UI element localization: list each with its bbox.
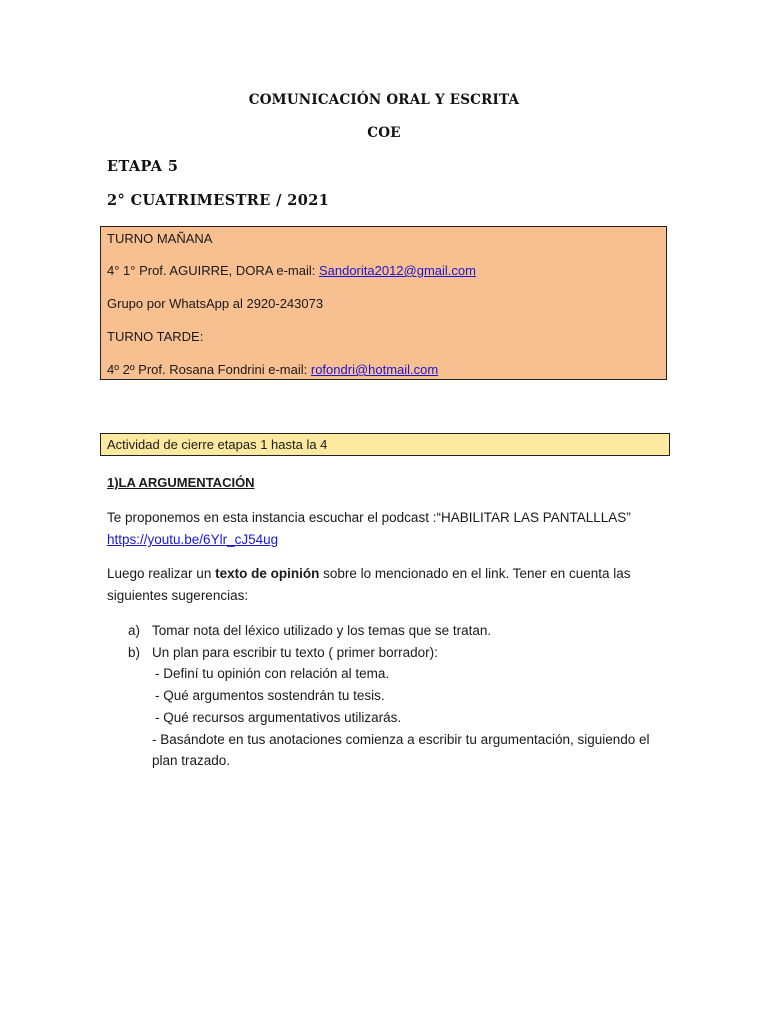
sub-item: - Basándote en tus anotaciones comienza a escribir tu argumentación, siguiendo el	[152, 732, 650, 747]
period-heading: 2° CUATRIMESTRE / 2021	[107, 192, 330, 209]
instruction-paragraph-line2: siguientes sugerencias:	[107, 588, 249, 603]
sub-item-continuation: plan trazado.	[152, 753, 231, 768]
podcast-link-line	[107, 532, 278, 547]
sub-item: - Definí tu opinión con relación al tema.	[155, 666, 390, 681]
list-item-b: Un plan para escribir tu texto ( primer borrador):	[152, 645, 438, 660]
document-title: COMUNICACIÓN ORAL Y ESCRITA	[248, 92, 520, 108]
instruction-suffix: sobre lo mencionado en el link. Tener en cuenta las	[319, 566, 631, 581]
etapa-heading: ETAPA 5	[107, 158, 179, 175]
turno-tarde-label: TURNO TARDE:	[107, 329, 204, 344]
turnos-info-box	[100, 226, 667, 380]
section-title: 1)LA ARGUMENTACIÓN	[107, 475, 255, 490]
list-marker-b: b)	[128, 645, 141, 660]
sub-item: - Qué argumentos sostendrán tu tesis.	[155, 688, 385, 703]
turno-tarde-professor	[107, 362, 438, 377]
instruction-paragraph	[107, 566, 631, 581]
instruction-prefix: Luego realizar un	[107, 566, 216, 581]
whatsapp-group: Grupo por WhatsApp al 2920-243073	[107, 296, 324, 311]
turno-manana-label: TURNO MAÑANA	[107, 231, 213, 246]
document-abbreviation: COE	[367, 125, 401, 141]
intro-paragraph: Te proponemos en esta instancia escuchar el podcast :“HABILITAR LAS PANTALLLAS”	[107, 510, 631, 525]
tarde-professor-text: 4º 2º Prof. Rosana Fondrini e-mail:	[107, 362, 311, 377]
podcast-link[interactable]: https://youtu.be/6Ylr_cJ54ug	[107, 532, 279, 547]
list-marker-a: a)	[128, 623, 141, 638]
actividad-box	[100, 433, 670, 456]
manana-email-link[interactable]: Sandorita2012@gmail.com	[318, 263, 476, 278]
list-item-a: Tomar nota del léxico utilizado y los temas que se tratan.	[152, 623, 492, 638]
actividad-label: Actividad de cierre etapas 1 hasta la 4	[107, 437, 328, 452]
sub-item: - Qué recursos argumentativos utilizarás.	[155, 710, 402, 725]
turno-manana-professor	[107, 263, 476, 278]
instruction-bold: texto de opinión	[215, 566, 320, 581]
manana-professor-text: 4° 1° Prof. AGUIRRE, DORA e-mail:	[107, 263, 319, 278]
tarde-email-link[interactable]: rofondri@hotmail.com	[310, 362, 439, 377]
